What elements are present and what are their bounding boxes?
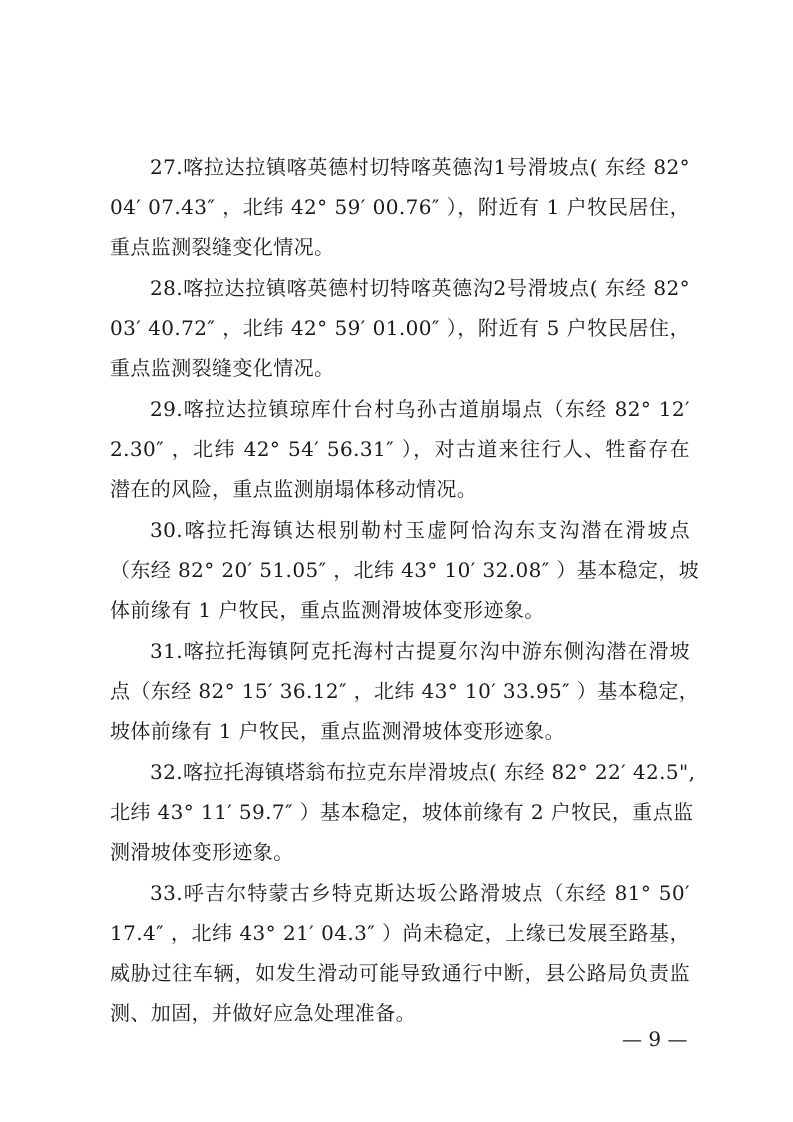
paragraph-item-28: [110, 268, 690, 388]
text-line: 威胁过往车辆，如发生滑动可能导致通行中断，县公路局负责监: [110, 961, 690, 985]
paragraph-item-30: [110, 510, 700, 630]
text-line: 点（东经 82° 15′ 36.12″ ，北纬 43° 10′ 33.95″ ）基本稳定，: [110, 679, 700, 703]
text-line: 28.喀拉达拉镇喀英德村切特喀英德沟2号滑坡点( 东经 82°: [150, 276, 690, 300]
document-body: [110, 147, 700, 1034]
page-number: — 9 —: [622, 1027, 688, 1051]
text-line: 30.喀拉托海镇达根别勒村玉虚阿恰沟东支沟潜在滑坡点: [150, 518, 690, 542]
text-line: 27.喀拉达拉镇喀英德村切特喀英德沟1号滑坡点( 东经 82°: [150, 155, 690, 179]
text-line: 31.喀拉托海镇阿克托海村古提夏尔沟中游东侧沟潜在滑坡: [150, 639, 690, 663]
paragraph-item-33: [110, 873, 690, 1033]
paragraph-item-31: [110, 631, 700, 751]
text-line: （东经 82° 20′ 51.05″ ，北纬 43° 10′ 32.08″ ）基本稳定，坡: [110, 558, 700, 582]
text-line: 测、加固，并做好应急处理准备。: [110, 1001, 416, 1025]
text-line: 29.喀拉达拉镇琼库什台村乌孙古道崩塌点（东经 82° 12′: [150, 397, 690, 421]
text-line: 潜在的风险，重点监测崩塌体移动情况。: [110, 477, 478, 501]
text-line: 04′ 07.43″ ，北纬 42° 59′ 00.76″ ），附近有 1 户牧民居住，: [110, 195, 690, 219]
text-line: 体前缘有 1 户牧民，重点监测滑坡体变形迹象。: [110, 598, 545, 622]
text-line: 北纬 43° 11′ 59.7″ ）基本稳定，坡体前缘有 2 户牧民，重点监: [110, 800, 694, 824]
text-line: 坡体前缘有 1 户牧民，重点监测滑坡体变形迹象。: [110, 719, 566, 743]
text-line: 32.喀拉托海镇塔翁布拉克东岸滑坡点( 东经 82° 22′ 42.5",: [150, 760, 696, 784]
text-line: 33.呼吉尔特蒙古乡特克斯达坂公路滑坡点（东经 81° 50′: [150, 881, 690, 905]
text-line: 重点监测裂缝变化情况。: [110, 356, 335, 380]
text-line: 17.4″ ，北纬 43° 21′ 04.3″ ）尚未稳定，上缘已发展至路基，: [110, 921, 690, 945]
text-line: 测滑坡体变形迹象。: [110, 840, 294, 864]
text-line: 重点监测裂缝变化情况。: [110, 235, 335, 259]
paragraph-item-32: [110, 752, 696, 872]
text-line: 03′ 40.72″ ，北纬 42° 59′ 01.00″ ），附近有 5 户牧民居住，: [110, 316, 690, 340]
paragraph-item-27: [110, 147, 690, 267]
text-line: 2.30″ ，北纬 42° 54′ 56.31″ ），对古道来往行人、牲畜存在: [110, 437, 690, 461]
paragraph-item-29: [110, 389, 690, 509]
